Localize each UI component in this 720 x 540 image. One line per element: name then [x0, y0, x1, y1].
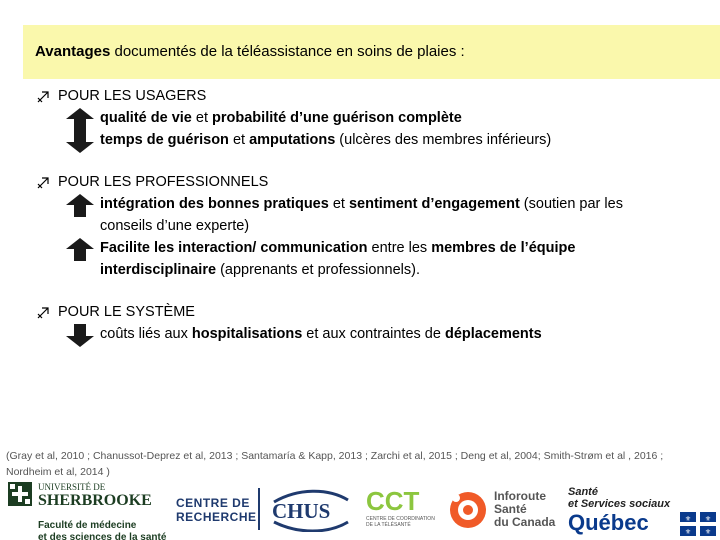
advantage-line — [100, 262, 420, 278]
text: et — [191, 110, 213, 126]
section-1 — [36, 88, 636, 108]
svg-text:⚜: ⚜ — [684, 515, 692, 523]
title-bold: Avantages — [35, 43, 111, 60]
arrow-up-icon — [66, 194, 94, 217]
section-heading — [36, 88, 636, 108]
section-3 — [36, 304, 636, 324]
quebec-line-2: et Services sociaux — [568, 498, 671, 510]
references-line-1: (Gray et al, 2010 ; Chanussot-Deprez et al, 2013 ; Santamaría & Kapp, 2013 ; Zarchi et al, 2015 ; Deng et al, 2004; Smith-Strøm et al , 2016 ; — [6, 450, 664, 462]
arrow-down-icon — [66, 324, 94, 347]
bold-text: hospitalisations — [191, 326, 303, 342]
udes-logo — [8, 482, 168, 540]
quebec-logo — [568, 486, 718, 540]
bold-text: sentiment d’engagement — [348, 196, 520, 212]
cr-line-2: RECHERCHE — [176, 510, 257, 524]
text: (apprenants et professionnels). — [216, 262, 420, 278]
bold-text: interdisciplinaire — [100, 262, 217, 278]
inforoute-logo — [448, 488, 558, 536]
text: et — [328, 196, 349, 212]
text: (soutien par les — [519, 196, 623, 212]
arrow-bullet-icon — [36, 306, 50, 320]
cr-line-1: CENTRE DE — [176, 496, 250, 510]
text: coûts liés aux — [100, 326, 192, 342]
quebec-line-1: Santé — [568, 486, 598, 498]
bold-text: qualité de vie — [100, 110, 192, 126]
inforoute-line-3: du Canada — [494, 515, 556, 529]
section-title: POUR LES PROFESSIONNELS — [58, 174, 269, 190]
text: et aux — [302, 326, 350, 342]
udes-fac-line-1: Faculté de médecine — [38, 520, 137, 531]
bold-text: probabilité d’une guérison complète — [212, 110, 462, 126]
text: (ulcères des membres inférieurs) — [335, 132, 552, 148]
text: de — [420, 326, 445, 342]
cct-sub-line-2: DE LA TÉLÉSANTÉ — [366, 522, 411, 528]
quebec-flag-icon — [680, 512, 716, 536]
cct-logo — [366, 488, 438, 536]
logo-bar — [0, 474, 720, 540]
section-heading — [36, 174, 636, 194]
udes-top-text: UNIVERSITÉ DE — [38, 482, 106, 492]
advantage-line — [100, 110, 462, 126]
section-heading — [36, 304, 636, 324]
title-banner — [23, 25, 720, 79]
advantage-line — [100, 218, 249, 234]
bold-text: intégration des bonnes pratiques — [100, 196, 329, 212]
chus-logo — [268, 488, 352, 532]
arrow-up-icon — [66, 108, 94, 131]
inforoute-emblem-icon — [448, 490, 488, 530]
bold-text: amputations — [249, 132, 336, 148]
svg-text:⚜: ⚜ — [704, 515, 712, 523]
text: entre les — [367, 240, 432, 256]
bold-text: membres de l’équipe — [431, 240, 576, 256]
bold-text: Facilite les interaction/ communication — [100, 240, 368, 256]
udes-name-text: SHERBROOKE — [38, 492, 152, 509]
chus-text: CHUS — [272, 499, 331, 523]
advantage-line — [100, 132, 551, 148]
arrow-bullet-icon — [36, 90, 50, 104]
logo-divider — [258, 488, 260, 530]
section-title: POUR LE SYSTÈME — [58, 304, 195, 320]
text: contraintes — [349, 326, 421, 342]
quebec-wordmark: Québec — [568, 510, 649, 535]
arrow-up-icon — [66, 238, 94, 261]
title-rest: documentés de la téléassistance en soins de plaies : — [110, 43, 465, 60]
references-line-2: Nordheim et al, 2014 ) — [6, 466, 110, 478]
advantage-line — [100, 196, 623, 212]
udes-emblem-icon — [8, 482, 32, 506]
advantage-line — [100, 240, 575, 256]
cct-text: CCT — [366, 486, 420, 516]
cct-sub-line-1: CENTRE DE COORDINATION — [366, 516, 435, 522]
udes-fac-line-2: et des sciences de la santé — [38, 532, 167, 540]
bold-text: temps de guérison — [100, 132, 229, 148]
text: conseils d’une experte) — [100, 218, 250, 234]
section-title: POUR LES USAGERS — [58, 88, 207, 104]
arrow-bullet-icon — [36, 176, 50, 190]
svg-text:⚜: ⚜ — [704, 528, 712, 536]
inforoute-line-2: Santé — [494, 502, 527, 516]
inforoute-line-1: Inforoute — [494, 489, 546, 503]
arrow-down-icon — [66, 130, 94, 153]
page-title — [35, 43, 465, 60]
text: et — [228, 132, 250, 148]
centre-recherche-logo — [176, 496, 266, 536]
section-2 — [36, 174, 636, 194]
advantage-line — [100, 326, 542, 342]
bold-text: déplacements — [444, 326, 542, 342]
svg-text:⚜: ⚜ — [684, 528, 692, 536]
